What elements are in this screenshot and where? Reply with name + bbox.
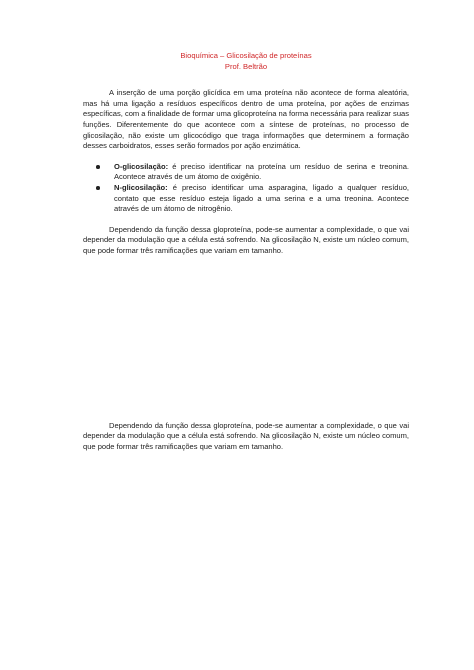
list-item-n-glicosilacao xyxy=(83,183,409,215)
document-content xyxy=(83,51,409,452)
dependence-paragraph: Dependendo da função dessa gloproteína, pode-se aumentar a complexidade, o que vai depender da modulação que a célula está sofrendo. Na glicosilação N, existe um núcleo comum, que pode formar três ramificações que variam em tamanho. xyxy=(83,224,409,255)
list-item-text: é preciso identificar uma asparagina, ligado a qualquer resíduo, contato que esse resíduo esteja ligado a uma serina e a uma treonina. Acontece através de um átomo de nitrogênio. xyxy=(114,182,409,214)
document-title xyxy=(83,51,409,72)
list-item-term: O-glicosilação: xyxy=(114,161,169,171)
bullet-icon xyxy=(96,165,100,169)
list-item-text: é preciso identificar na proteína um resíduo de serina e treonina. Acontece através de um átomo de oxigênio. xyxy=(114,161,409,182)
glycosylation-list xyxy=(83,162,409,215)
bullet-icon xyxy=(96,186,100,190)
title-line-1: Bioquímica – Glicosilação de proteínas xyxy=(180,51,312,60)
title-line-2: Prof. Beltrão xyxy=(224,61,268,71)
closing-paragraph: Dependendo da função dessa gloproteína, pode-se aumentar a complexidade, o que vai depender da modulação que a célula está sofrendo. Na glicosilação N, existe um núcleo comum, que pode formar três ramificações que variam em tamanho. xyxy=(83,420,409,451)
intro-paragraph: A inserção de uma porção glicídica em uma proteína não acontece de forma aleatória, mas há uma ligação a resíduos específicos dentro de uma proteína, por ações de enzimas específicas, com a finalidade de formar uma glicoproteína na forma necessária para realizar suas funções. Diferentemente do que acontece com a síntese de proteínas, no processo de glicosilação, não existe um glicocódigo que traga informações que determinem a formação desses carboidratos, esses serão formados por ação enzimática. xyxy=(83,88,409,151)
list-item-term: N-glicosilação: xyxy=(114,182,168,192)
list-item-o-glicosilacao xyxy=(83,162,409,183)
